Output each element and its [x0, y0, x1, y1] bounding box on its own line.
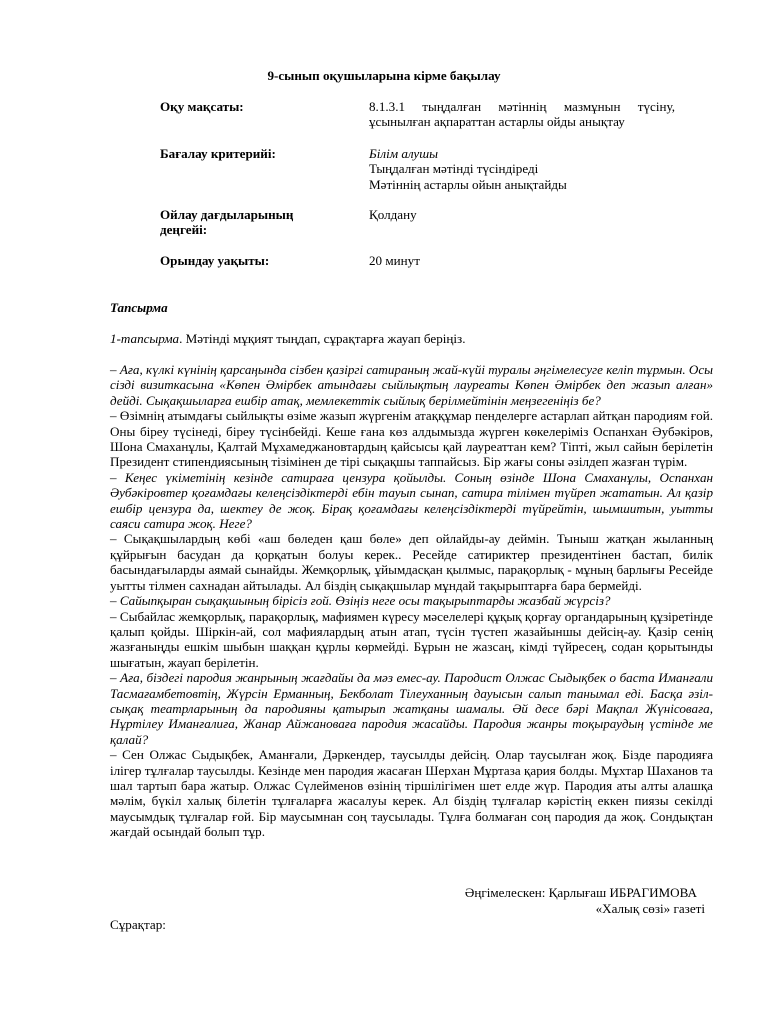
skill-value: Қолдану — [369, 207, 417, 222]
dialogue-question: – Аға, күлкі күнінің қарсаңында сізбен қазіргі сатираның жай-күйі туралы әңгімелесуге келіп тұрмын. Осы сізді визиткасына «Көпен Әмірбек атындағы сыйлықтың лауреаты Көпен Әмірбек деп жазып алған» дейді. Сықақшыларға ешбір атақ, мемлекеттік сыйлық берілмейтінін меңзегеніңіз бе? — [110, 362, 713, 408]
criteria-label: Бағалау критерийі: — [160, 146, 276, 161]
objective-label: Оқу мақсаты: — [160, 99, 244, 114]
dialogue-answer: – Сен Олжас Сыдықбек, Аманғали, Дәркендер, таусылды дейсің. Олар таусылған жоқ. Бізде пародияға ілігер тұлғалар таусылды. Кезінде мен пародия жасаған Шерхан Мұртаза қария болды. Мұхтар Шаханов та шал тартып бара жатыр. Олжас Сүлейменов өзінің тіршілігімен шет елде жүр. Пародия аты алты алашқа мәлім, бүкіл халық білетін тұлғаларға жасалуы керек. Ал біздің тұлғалар кәрістің еккен пиязы секілді маусымдық тұлғалар ғой. Бір маусымнан соң таусылады. Тұлға болмаған соң пародия да жоқ. Сондықтан жағдай осындай болып тұр. — [110, 747, 713, 840]
time-value: 20 минут — [369, 253, 420, 268]
task-label: 1-тапсырма — [110, 331, 180, 346]
criteria-line-1: Білім алушы — [369, 146, 438, 161]
dialogue-answer: – Өзімнің атымдағы сыйлықты өзіме жазып жүргенім атаққұмар пенделерге астарлап айтқан пародиям ғой. Оны біреу түсінеді, біреу түсінбейді. Кеше ғана көз алдымызда жүрген көкелеріміз Оспанхан Әубәкіров, Шона Смаханұлы, Қалтай Мұхамеджановтардың қайсысы қай лауреаттан кем? Тіпті, жыл сайын берілетін Президент стипендиясының тізімінен де тірі сықақшы таппайсыз. Бір жағы соны әзілдеп жазған түрім. — [110, 408, 713, 470]
dialogue-question: – Сайыпқыран сықақшының бірісіз ғой. Өзіңіз неге осы тақырыптарды жазбай жүрсіз? — [110, 593, 611, 609]
task-text: . Мәтінді мұқият тыңдап, сұрақтарға жауап беріңіз. — [179, 331, 466, 346]
interview-text — [110, 362, 713, 840]
interviewer-credit: Әңгімелескен: Қарлығаш ИБРАГИМОВА — [464, 885, 697, 900]
dialogue-answer: – Сыбайлас жемқорлық, парақорлық, мафиямен күресу мәселелері құқық қорғау органдарының құзіретінде қалып қойды. Шіркін-ай, сол мафиялардың атын атап, түсін түстеп жазайыншы дейсің-ау. Қазір сенің жазғаныңды ешкім шыбын шаққан құрлы көрмейді. Бұрын не жазсаң, кімді түйресең, содан қорытынды шығатын, жауап берілетін. — [110, 608, 713, 670]
dialogue-question: – Аға, біздегі пародия жанрының жағдайы да мәз емес-ау. Пародист Олжас Сыдықбек о баста Иманғали Тасмағамбетовтің, Жүрсін Ерманның, Бекболат Тілеуханның дауысын салып танымал еді. Басқа әзіл-сықақ театрларының да пародияны қатырып жатқаны шамалы. Әй десе бәрі Мақпал Жүнісоваға, Нұртілеу Иманғалиға, Жанар Айжановаға пародия жасайды. Пародия жанры тоқыраудың үстінде ме қалай? — [110, 670, 713, 747]
dialogue-answer: – Сықақшылардың көбі «аш бөледен қаш бөле» деп ойлайды-ау деймін. Тыныш жатқан жыланның құйрығын басудан да қорқатын болуы керек.. Ресейде сатириктер президентінен бастап, билік басындағыларды аямай сынайды. Жемқорлық, ұйымдасқан қылмыс, парақорлық - мұның барлығы Ресейде уытты тілмен сахнадан айтылады. Ал біздің сықақшылар мұндай тақырыптарға бара бермейді. — [110, 531, 713, 593]
time-label: Орындау уақыты: — [160, 253, 270, 268]
criteria-line-2: Тыңдалған мәтінді түсіндіреді — [369, 161, 539, 177]
criteria-value — [369, 146, 675, 192]
objective-value: 8.1.3.1 тыңдалған мәтіннің мазмұнын түсіну, ұсынылған ақпараттан астарлы ойды анықтау — [369, 99, 675, 130]
questions-heading: Сұрақтар: — [110, 917, 166, 932]
section-heading: Тапсырма — [110, 300, 168, 315]
dialogue-question: – Кеңес үкіметінің кезінде сатираға цензура қойылды. Соның өзінде Шона Смаханұлы, Оспанхан Әубәкіровтер қоғамдағы келеңсіздіктерді ебін тауып сынап, сатира тілімен түйреп жататын. Ал қазір ешбір цензура да, шектеу де жоқ. Бірақ қоғамдағы келеңсіздіктерді түйрейтін, шымшитын, уытты саяси сатира жоқ. Неге? — [110, 469, 713, 532]
task-instruction — [110, 331, 710, 346]
criteria-line-3: Мәтіннің астарлы ойын анықтайды — [369, 176, 567, 192]
document-title: 9-сынып оқушыларына кірме бақылау — [267, 68, 501, 83]
newspaper-credit: «Халық сөзі» газеті — [595, 901, 705, 916]
skill-label: Ойлау дағдыларының деңгейі: — [160, 207, 294, 238]
